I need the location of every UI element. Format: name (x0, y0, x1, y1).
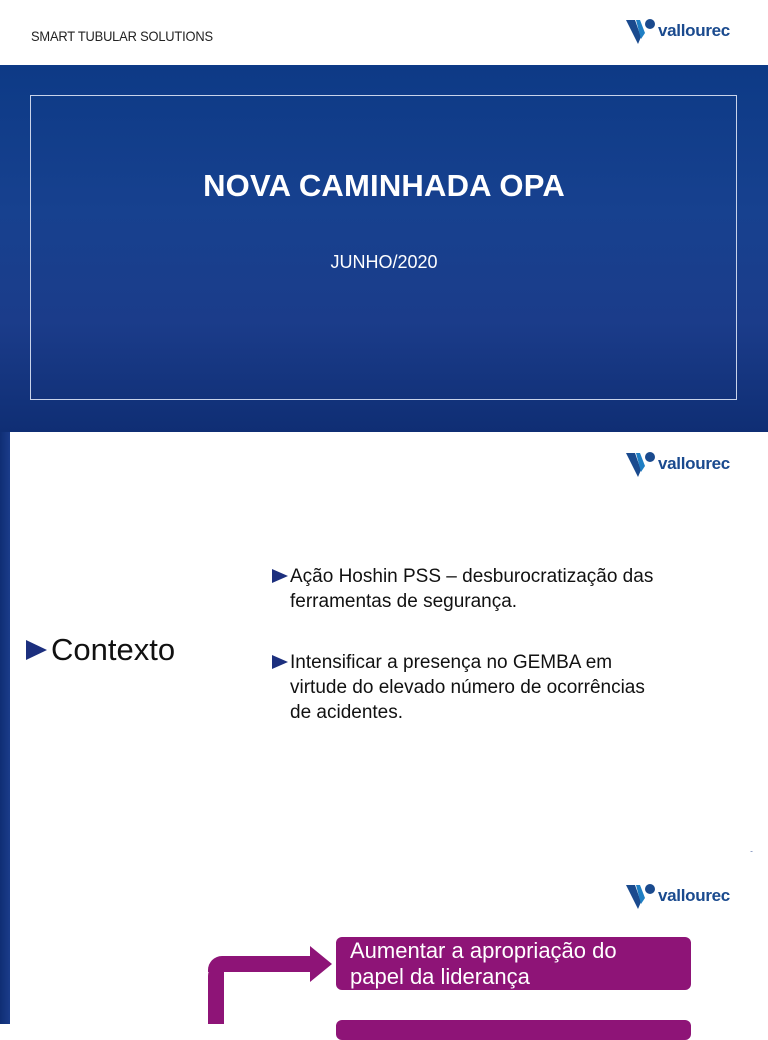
brand-name: vallourec (658, 21, 730, 40)
bullet-item (272, 650, 712, 725)
section-heading (26, 632, 175, 668)
brand-name: vallourec (658, 454, 730, 473)
title-slide (0, 0, 768, 432)
title-band (0, 65, 768, 432)
vallourec-v-icon (626, 882, 656, 910)
bullet-text: virtude do elevado número de ocorrências (290, 677, 645, 698)
bullet-arrow-icon (26, 640, 47, 660)
vallourec-v-icon (626, 17, 656, 45)
bullet-arrow-icon (272, 569, 288, 583)
heading-text: Contexto (51, 632, 176, 667)
next-slide (10, 852, 768, 1024)
goal-text: papel da liderança (350, 964, 530, 989)
bullet-text: ferramentas de segurança. (290, 591, 518, 612)
brand-name: vallourec (658, 886, 730, 905)
title-frame (30, 95, 737, 400)
slide-title: NOVA CAMINHADA OPA (203, 168, 565, 203)
vallourec-logo (626, 882, 730, 910)
bullet-text: Intensificar a presença no GEMBA em (290, 652, 613, 673)
tagline: SMART TUBULAR SOLUTIONS (31, 28, 213, 44)
goal-box-2 (336, 1020, 691, 1040)
arrow-head-icon (310, 946, 332, 982)
bullet-text: Ação Hoshin PSS – desburocratização das (290, 566, 654, 587)
vallourec-v-icon (626, 450, 656, 478)
slide-subtitle: JUNHO/2020 (330, 252, 438, 272)
bullet-arrow-icon (272, 655, 288, 669)
context-slide (10, 432, 768, 852)
goal-text: Aumentar a apropriação do (350, 938, 617, 963)
left-edge-band (0, 432, 10, 1024)
goal-box (336, 937, 691, 990)
vallourec-logo (626, 17, 730, 45)
bullet-item (272, 564, 712, 614)
bullet-text: de acidentes. (290, 702, 404, 723)
vallourec-logo (626, 450, 730, 478)
connector-horizontal (208, 956, 314, 972)
